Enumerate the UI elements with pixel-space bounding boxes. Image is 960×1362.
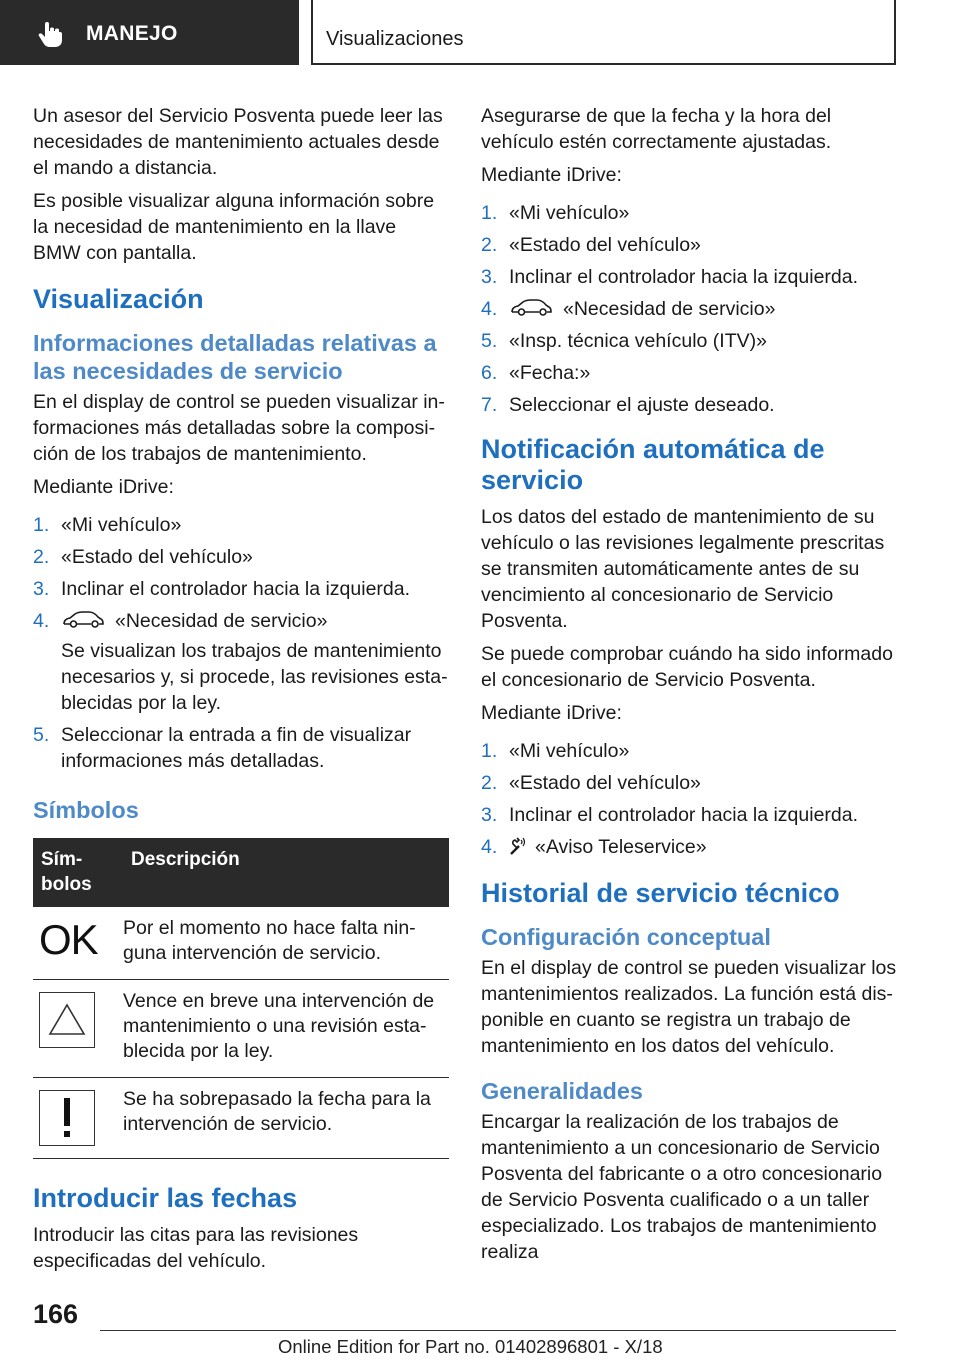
step-item <box>481 392 897 418</box>
paragraph: Mediante iDrive: <box>481 164 622 186</box>
step-number: 3. <box>33 578 50 600</box>
step-text: «Estado del vehículo» <box>61 546 253 568</box>
ok-icon: OK <box>39 916 98 963</box>
paragraph: Los datos del estado de mantenimiento de su vehículo o las revisiones legalmente prescritas se transmiten automáticamente antes de su vencimiento al concesionario de Servicio Posventa. <box>481 506 885 632</box>
step-item <box>33 608 449 716</box>
step-list <box>33 512 449 774</box>
step-text: «Mi vehículo» <box>509 740 630 762</box>
description-cell: Por el momento no hace falta ninguna intervención de servicio. <box>123 907 449 980</box>
car-service-icon <box>509 298 553 318</box>
description-cell: Vence en breve una intervención de mantenimiento o una revisión establecida por la ley. <box>123 980 449 1078</box>
step-text: «Necesidad de servicio» <box>563 298 776 320</box>
step-item <box>481 264 897 290</box>
step-number: 3. <box>481 266 498 288</box>
step-text: Inclinar el controlador hacia la izquierda. <box>509 266 859 288</box>
step-item <box>33 544 449 570</box>
step-list <box>481 200 897 418</box>
heading-notificacion: Notificación automática de servicio <box>481 434 825 495</box>
step-number: 5. <box>33 724 50 746</box>
step-number: 6. <box>481 362 498 384</box>
step-item <box>33 722 449 774</box>
step-list <box>481 738 897 860</box>
hand-icon <box>36 20 66 50</box>
step-text: «Estado del vehículo» <box>509 234 701 256</box>
heading-introducir-fechas: Introducir las fechas <box>33 1183 298 1213</box>
paragraph: Mediante iDrive: <box>481 702 622 724</box>
step-item <box>481 834 897 860</box>
section-tab <box>0 0 299 65</box>
step-item <box>33 576 449 602</box>
step-text: «Aviso Teleservice» <box>535 836 707 858</box>
symbol-box <box>39 992 95 1048</box>
symbol-box <box>39 1090 95 1146</box>
step-text: «Insp. técnica vehículo (ITV)» <box>509 330 767 352</box>
teleservice-wrench-icon <box>509 836 527 856</box>
paragraph: En el display de control se pueden visualizar informaciones más detalladas sobre la composición de los trabajos de mantenimiento. <box>33 391 445 465</box>
step-number: 3. <box>481 804 498 826</box>
step-item <box>481 802 897 828</box>
column-header-symbols: Símbolos <box>33 838 123 907</box>
symbols-table <box>33 838 449 1159</box>
heading-visualizacion: Visualización <box>33 284 204 314</box>
step-item <box>481 328 897 354</box>
step-number: 4. <box>33 610 50 632</box>
car-service-icon <box>61 610 105 630</box>
step-text: Inclinar el controlador hacia la izquierda. <box>509 804 859 826</box>
section-label: MANEJO <box>86 22 178 45</box>
step-item <box>481 200 897 226</box>
step-item <box>481 738 897 764</box>
heading-configuracion: Configuración conceptual <box>481 924 771 950</box>
step-text: Seleccionar el ajuste deseado. <box>509 394 775 416</box>
step-number: 5. <box>481 330 498 352</box>
paragraph: En el display de control se pueden visualizar los mantenimientos realizados. La función está disponible en cuanto se registra un trabajo de mantenimiento en los datos del vehículo. <box>481 957 897 1057</box>
step-number: 2. <box>33 546 50 568</box>
footer-rule <box>100 1330 896 1331</box>
page-number: 166 <box>33 1299 79 1329</box>
step-text: «Fecha:» <box>509 362 591 384</box>
step-number: 2. <box>481 234 498 256</box>
column-header-description: Descripción <box>123 838 449 907</box>
step-number: 1. <box>33 514 50 536</box>
step-text: «Estado del vehículo» <box>509 772 701 794</box>
table-row <box>33 907 449 980</box>
heading-informaciones: Informaciones detalladas relativas a las necesidades de servicio <box>33 330 437 384</box>
step-subtext: Se visualizan los trabajos de mantenimiento necesarios y, si procede, las revisiones establecidas por la ley. <box>61 640 448 714</box>
symbol-cell <box>33 1078 123 1159</box>
paragraph: Se puede comprobar cuándo ha sido informado el concesionario de Servicio Posventa. <box>481 643 893 691</box>
step-text: Inclinar el controlador hacia la izquierda. <box>61 578 411 600</box>
description-cell: Se ha sobrepasado la fecha para la intervención de servicio. <box>123 1078 449 1159</box>
paragraph: Es posible visualizar alguna información sobre la necesidad de mantenimiento en la llave BMW con pantalla. <box>33 190 435 264</box>
table-row <box>33 980 449 1078</box>
step-number: 1. <box>481 740 498 762</box>
heading-simbolos: Símbolos <box>33 797 139 823</box>
chapter-label: Visualizaciones <box>326 28 464 50</box>
step-text: «Mi vehículo» <box>61 514 182 536</box>
table-row <box>33 1078 449 1159</box>
step-number: 1. <box>481 202 498 224</box>
step-item <box>481 360 897 386</box>
step-item <box>33 512 449 538</box>
step-text: «Mi vehículo» <box>509 202 630 224</box>
step-item <box>481 770 897 796</box>
paragraph: Asegurarse de que la fecha y la hora del vehículo estén correctamente ajustadas. <box>481 105 832 153</box>
paragraph: Encargar la realización de los trabajos de mantenimiento a un concesionario de Servicio Posventa del fabricante o a otro concesionario de Servicio Posventa cualificado o a un taller especializado. Los trabajos de mantenimiento realiza <box>481 1111 883 1263</box>
symbol-cell <box>33 907 123 980</box>
step-number: 4. <box>481 836 498 858</box>
heading-historial: Historial de servicio técnico <box>481 878 840 908</box>
heading-generalidades: Generalidades <box>481 1078 643 1104</box>
paragraph: Un asesor del Servicio Posventa puede leer las necesidades de mantenimiento actuales desde el mando a distancia. <box>33 105 443 179</box>
step-item <box>481 296 897 322</box>
right-column <box>481 103 897 1272</box>
warning-triangle-icon <box>47 1002 87 1038</box>
step-text: Seleccionar la entrada a fin de visualizar informaciones más detalladas. <box>61 724 412 772</box>
step-number: 7. <box>481 394 498 416</box>
symbol-cell <box>33 980 123 1078</box>
chapter-box <box>311 0 896 65</box>
left-column <box>33 103 449 1281</box>
step-number: 2. <box>481 772 498 794</box>
edition-note: Online Edition for Part no. 01402896801 - X/18 <box>278 1336 663 1357</box>
table-header-row <box>33 838 449 907</box>
step-item <box>481 232 897 258</box>
exclamation-icon <box>60 1096 74 1140</box>
step-number: 4. <box>481 298 498 320</box>
paragraph: Introducir las citas para las revisiones especificadas del vehículo. <box>33 1224 359 1272</box>
step-text: «Necesidad de servicio» <box>115 610 328 632</box>
paragraph: Mediante iDrive: <box>33 476 174 498</box>
